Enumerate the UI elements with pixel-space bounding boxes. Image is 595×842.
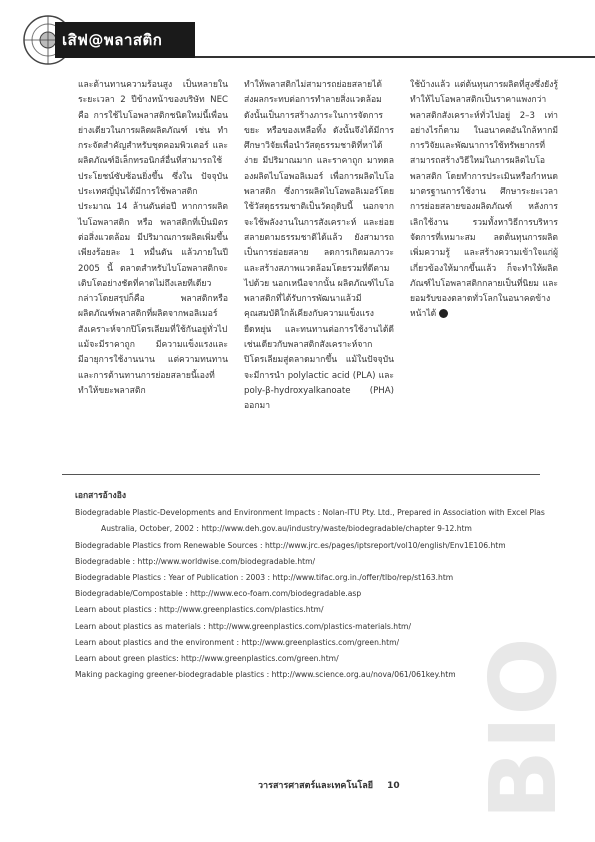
article-body — [78, 78, 558, 458]
references-section — [75, 488, 545, 683]
reference-item: Biodegradable Plastic-Developments and Environment Impacts : Nolan-ITU Pty. Ltd., Prepared in Association with Excel Plas Australia, October, 2002 : http://www.deh.gov.au/industry/waste/biodegradable/chapter 9-12.htm — [75, 508, 545, 534]
reference-item: Learn about green plastics: http://www.greenplastics.com/green.htm/ — [75, 654, 339, 664]
article-column-3 — [410, 78, 558, 323]
page-footer — [258, 778, 400, 792]
reference-item: Making packaging greener-biodegradable plastics : http://www.science.org.au/nova/061/061key.htm — [75, 670, 456, 680]
article-column-2 — [244, 78, 394, 415]
article-column-1 — [78, 78, 228, 399]
header-rule — [195, 56, 595, 58]
article-paragraph-text: ใช้บ้างแล้ว แต่ต้นทุนการผลิตที่สูงซึ่งยังรู้ ทำให้ไบโอพลาสติกเป็นราคาแพงกว่าพลาสติกสังเคราะห์ทั่วไปอยู่ 2–3 เท่า อย่างไรก็ตาม ในอนาคตอันใกล้หากมีการวิจัยและพัฒนาการใช้ทรัพยากรที่สามารถสร้างวิธีใหม่ในการผลิตไบโอพลาสติก โดยทำการประเมินหรือกำหนดมาตรฐานการใช้งาน ศึกษาระยะเวลาการย่อยสลายของผลิตภัณฑ์ หลังการเลิกใช้งาน รวมทั้งหาวิธีการบริหารจัดการที่เหมาะสม ลดต้นทุนการผลิต เพิ่มความรู้ และสร้างความเข้าใจแก่ผู้เกี่ยวข้องให้มากขึ้นแล้ว ก็จะทำให้ผลิตภัณฑ์ไบโอพลาสติกกลายเป็นที่นิยม และยอมรับของตลาดทั่วโลกในอนาคตข้างหน้าได้ — [410, 80, 558, 320]
references-title: เอกสารอ้างอิง — [75, 491, 126, 501]
reference-item: Learn about plastics as materials : http://www.greenplastics.com/plastics-materials.htm/ — [75, 621, 411, 631]
article-paragraph: ทำให้พลาสติกไม่สามารถย่อยสลายได้ ส่งผลกระทบต่อการทำลายสิ่งแวดล้อม ดังนั้นเป็นการสร้างภาระในการจัดการขยะ หรือของเหลือทิ้ง ดังนั้นจึงได้มีการศึกษาวิจัยเพื่อนำวัสดุธรรมชาติที่หาได้ง่าย มีปริมาณมาก และราคาถูก มาทดลองผลิตไบโอพอลิเมอร์ เพื่อการผลิตไบโอพลาสติก ซึ่งการผลิตไบโอพอลิเมอร์โดยใช้วัสดุธรรมชาติเป็นวัตถุดิบนี้ นอกจากจะใช้พลังงานในการสังเคราะห์ และย่อยสลายตามธรรมชาติได้แล้ว ยังสามารถเป็นการย่อยสลาย ลดการเกิดมลภาวะและสร้างสภาพแวดล้อมโดยรวมที่ดีตามไปด้วย นอกเหนือจากนั้น ผลิตภัณฑ์ไบโอพลาสติกที่ได้รับการพัฒนาแล้วมีคุณสมบัติใกล้เคียงกับความแข็งแรง ยืดหยุ่น และทนทานต่อการใช้งานได้ดีเช่นเดียวกับพลาสติกสังเคราะห์จากปิโตรเลียมสู่ตลาดมากขึ้น แม้ในปัจจุบันจะมีการนำ polylactic acid (PLA) และ poly-β-hydroxyalkanoate (PHA) ออกมา — [244, 80, 394, 412]
references-divider — [62, 474, 540, 475]
section-header — [0, 22, 595, 58]
publication-name: วารสารศาสตร์และเทคโนโลยี — [258, 781, 374, 791]
reference-item: Learn about plastics : http://www.greenplastics.com/plastics.htm/ — [75, 605, 324, 615]
section-title: เสิฟ@พลาสติก — [62, 31, 163, 49]
reference-item: Biodegradable Plastics from Renewable Sources : http://www.jrc.es/pages/iptsreport/vol10/english/Env1E106.htm — [75, 540, 506, 550]
reference-item: Learn about plastics and the environment : http://www.greenplastics.com/green.htm/ — [75, 637, 400, 647]
reference-item: Biodegradable/Compostable : http://www.eco-foam.com/biodegradable.asp — [75, 589, 362, 599]
article-paragraph — [410, 78, 558, 323]
end-of-article-icon — [439, 309, 448, 318]
reference-item: Biodegradable Plastics : Year of Publication : 2003 : http://www.tifac.org.in./offer/tlbo/rep/st163.htm — [75, 573, 454, 583]
article-paragraph: และต้านทานความร้อนสูง เป็นหลายในระยะเวลา 2 ปีข้างหน้าของบริษัท NEC คือ การใช้ไบโอพลาสติกชนิดใหม่นี้เพื่อนย่างเดียวในการผลิตผลิตภัณฑ์ เช่น ทำกระจัดสำคัญสำหรับชุดคอมพิวเตอร์ และผลิตภัณฑ์อิเล็กทรอนิกส์อื่นที่สามารถใช้ประโยชน์ซับซ้อนยิ่งขึ้น ซึ่งใน ปัจจุบัน ประเทศญี่ปุ่นได้มีการใช้พลาสติกประมาณ 14 ล้านตันต่อปี หากการผลิตไบโอพลาสติก หรือ พลาสติกที่เป็นมิตรต่อสิ่งแวดล้อม มีปริมาณการผลิตเพิ่มขึ้นเพียงร้อยละ 1 หมื่นตัน แล้วภายในปี 2005 นี้ ตลาดสำหรับไบโอพลาสติกจะเติบโตอย่างชัดที่คาดไม่ถึงเลยทีเดียว กล่าวโดยสรุปก็คือ พลาสติกหรือผลิตภัณฑ์พลาสติกที่ผลิตจากพอลิเมอร์สังเคราะห์จากปิโตรเลียมที่ใช้กันอยู่ทั่วไป แม้จะมีราคาถูก มีความแข็งแรงและมีอายุการใช้งานนาน แต่ความทนทานและการต้านทานการย่อยสลายนี้เองที่ทำให้ขยะพลาสติก — [78, 80, 228, 396]
page-number: 10 — [387, 781, 400, 791]
reference-item: Biodegradable : http://www.worldwise.com/biodegradable.htm/ — [75, 556, 316, 566]
bio-watermark: BIO — [470, 637, 577, 820]
